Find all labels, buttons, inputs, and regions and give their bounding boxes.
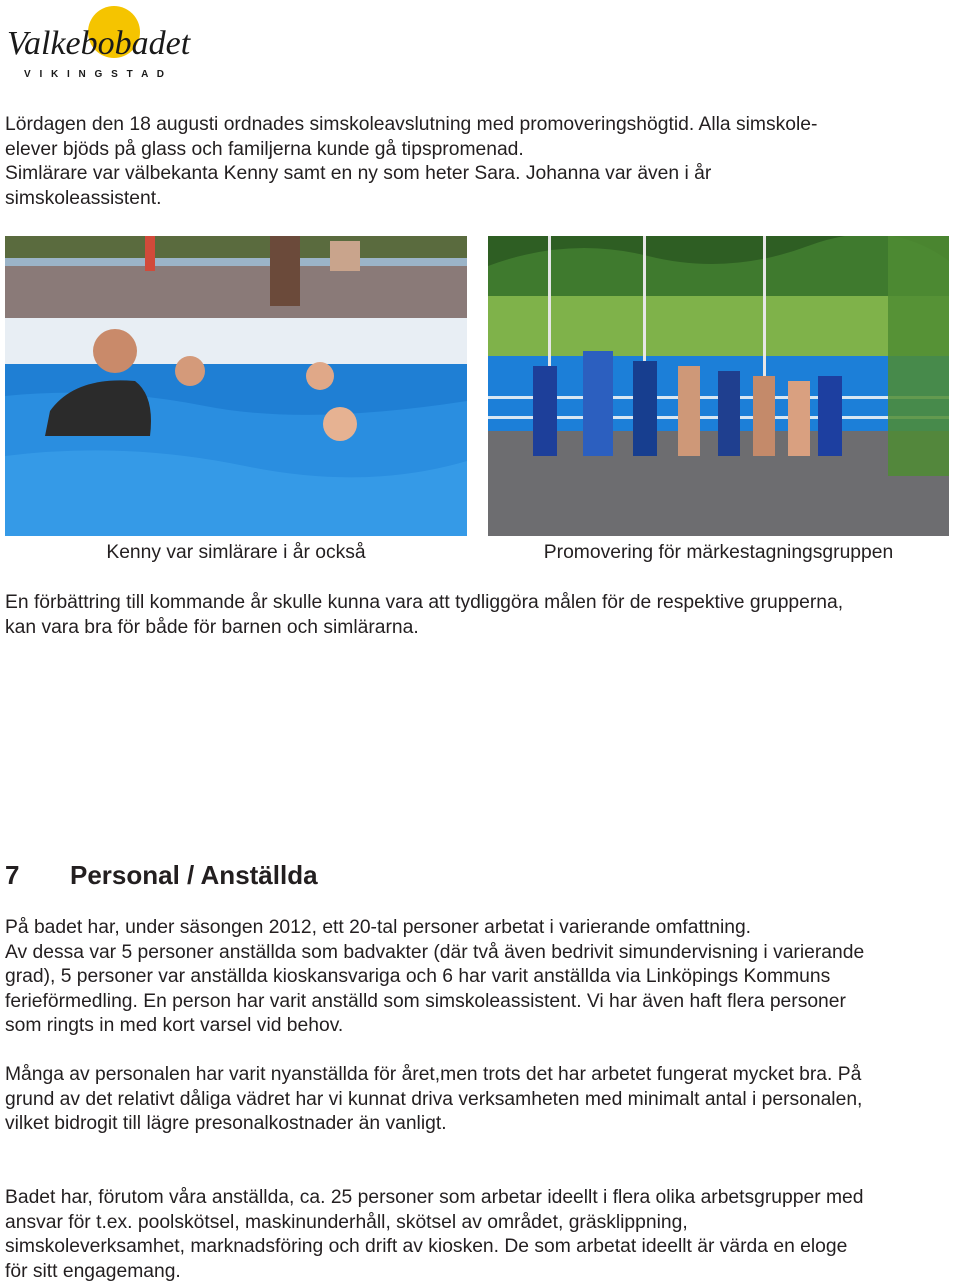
volunteers-paragraph	[5, 1186, 955, 1284]
logo-subtitle: V I K I N G S T A D	[24, 69, 167, 80]
intro-paragraph	[5, 113, 955, 211]
staff-line: som ringts in med kort varsel vid behov.	[5, 1015, 344, 1036]
improvement-line: kan vara bra för både för barnen och simlärarna.	[5, 616, 419, 638]
staff-paragraph	[5, 916, 955, 1039]
improvement-paragraph	[5, 591, 955, 640]
staff2-line: grund av det relativt dåliga vädret har vi kunnat driva verksamheten med minimalt antal i personalen,	[5, 1088, 863, 1110]
staff2-line: Många av personalen har varit nyanställda för året,men trots det har arbetet fungerat mycket bra. På	[5, 1064, 862, 1085]
staff-line: Av dessa var 5 personer anställda som badvakter (där två även bedrivit simundervisning i varierande	[5, 941, 865, 963]
volunteers-line: Badet har, förutom våra anställda, ca. 25 personer som arbetar ideellt i flera olika arbetsgrupper med	[5, 1187, 864, 1208]
staff-paragraph-2	[5, 1063, 955, 1137]
intro-line: simskoleassistent.	[5, 187, 162, 209]
improvement-line: En förbättring till kommande år skulle kunna vara att tydliggöra målen för de respektive grupperna,	[5, 592, 844, 613]
intro-line: Simlärare var välbekanta Kenny samt en ny som heter Sara. Johanna var även i år	[5, 163, 712, 184]
volunteers-line: ansvar för t.ex. poolskötsel, maskinunderhåll, skötsel av området, gräsklippning,	[5, 1211, 688, 1233]
section-title: Personal / Anställda	[70, 860, 318, 890]
logo-wordmark: Valkebobadet	[7, 25, 191, 62]
staff-line: På badet har, under säsongen 2012, ett 20-tal personer arbetat i varierande omfattning.	[5, 917, 752, 938]
intro-line: elever bjöds på glass och familjerna kunde gå tipspromenad.	[5, 138, 524, 160]
right-photo-caption: Promovering för märkestagningsgruppen	[543, 542, 894, 563]
intro-line: Lördagen den 18 augusti ordnades simskoleavslutning med promoveringshögtid. Alla simskole-	[5, 114, 818, 135]
valkebobadet-logo	[4, 2, 220, 82]
staff-line: grad), 5 personer var anställda kioskansvariga och 6 har varit anställda via Linköpings Kommuns	[5, 966, 831, 987]
staff-line: ferieförmedling. En person har varit anställd som simskoleassistent. Vi har även haft flera personer	[5, 990, 846, 1012]
swim-lesson-photo	[5, 236, 467, 536]
promotion-photo	[488, 236, 949, 536]
volunteers-line: för sitt engagemang.	[5, 1260, 181, 1282]
section-number: 7	[5, 860, 20, 890]
volunteers-line: simskoleverksamhet, marknadsföring och drift av kiosken. De som arbetat ideellt är värda en eloge	[5, 1236, 848, 1257]
left-photo-caption: Kenny var simlärare i år också	[106, 542, 366, 563]
section-heading	[5, 858, 318, 892]
staff2-line: vilket bidrogit till lägre presonalkostnader än vanligt.	[5, 1113, 447, 1134]
